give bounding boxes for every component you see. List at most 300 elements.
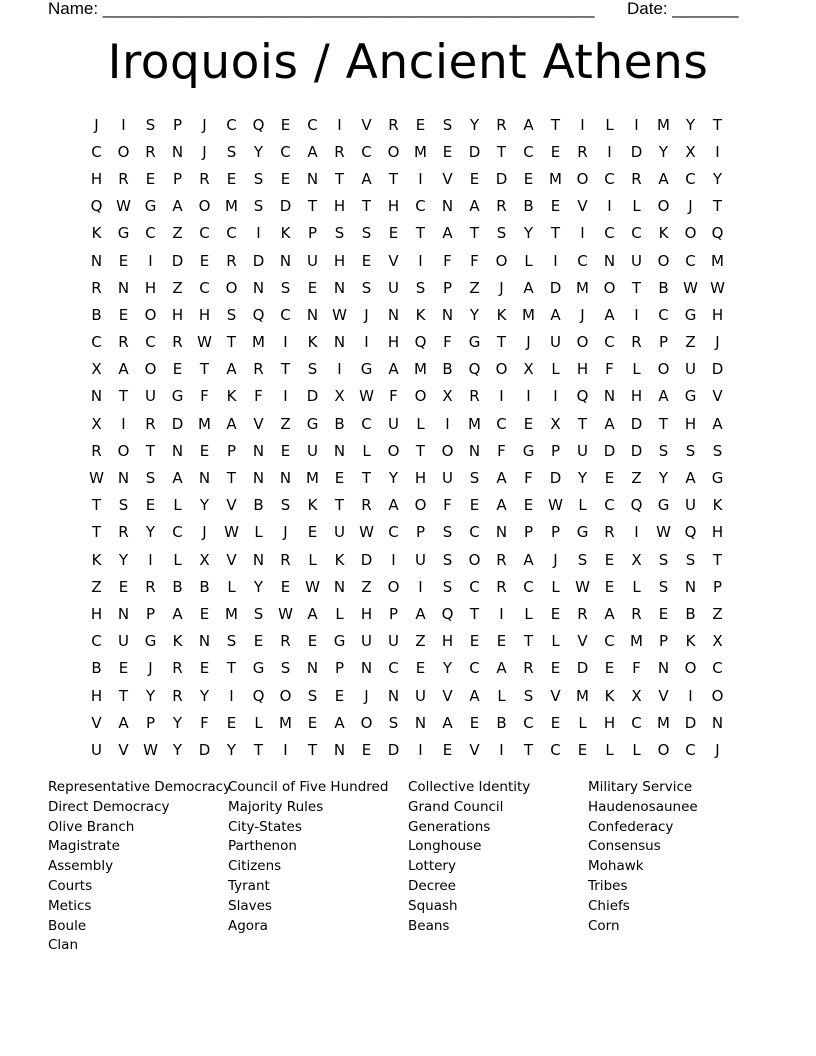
grid-letter: C: [280, 142, 291, 161]
grid-letter: M: [225, 197, 238, 216]
grid-letter: G: [711, 469, 724, 488]
grid-letter: E: [361, 740, 372, 759]
grid-letter: K: [415, 305, 426, 324]
grid-letter: W: [89, 469, 104, 488]
grid-letter: F: [200, 387, 209, 406]
grid-letter: I: [580, 224, 585, 243]
word-column: [228, 778, 408, 956]
grid-letter: B: [523, 197, 534, 216]
grid-letter: Y: [145, 523, 156, 542]
grid-letter: I: [499, 387, 504, 406]
grid-letter: R: [145, 577, 156, 596]
grid-letter: W: [143, 740, 158, 759]
grid-letter: V: [226, 550, 237, 569]
grid-row: [83, 573, 731, 600]
grid-letter: P: [145, 713, 156, 732]
grid-letter: A: [415, 604, 426, 623]
grid-letter: E: [118, 251, 129, 270]
grid-letter: V: [442, 169, 453, 188]
grid-letter: V: [550, 686, 561, 705]
grid-letter: E: [523, 496, 534, 515]
grid-letter: O: [117, 142, 130, 161]
word-list-item: Grand Council: [408, 798, 504, 815]
grid-letter: C: [496, 414, 507, 433]
grid-letter: I: [418, 169, 423, 188]
grid-letter: E: [226, 713, 237, 732]
grid-letter: N: [279, 469, 292, 488]
grid-letter: I: [121, 414, 126, 433]
grid-letter: N: [360, 659, 373, 678]
grid-row: [83, 193, 731, 220]
grid-letter: R: [280, 550, 291, 569]
grid-letter: M: [522, 305, 535, 324]
grid-letter: G: [576, 523, 589, 542]
grid-letter: O: [225, 278, 238, 297]
grid-letter: P: [712, 577, 723, 596]
grid-letter: G: [360, 360, 373, 379]
grid-letter: T: [496, 142, 507, 161]
grid-letter: V: [361, 115, 372, 134]
word-list-item: Boule: [48, 917, 87, 934]
grid-row: [83, 546, 731, 573]
grid-letter: U: [334, 523, 345, 542]
grid-letter: S: [280, 659, 291, 678]
grid-letter: Z: [172, 224, 183, 243]
grid-letter: E: [469, 632, 480, 651]
grid-letter: L: [578, 496, 587, 515]
grid-letter: K: [307, 496, 318, 515]
word-list-item: Collective Identity: [408, 779, 531, 795]
grid-letter: K: [280, 224, 291, 243]
grid-letter: D: [630, 142, 643, 161]
grid-letter: G: [522, 441, 535, 460]
grid-row: [83, 220, 731, 247]
grid-letter: Z: [361, 577, 372, 596]
grid-letter: U: [685, 360, 696, 379]
grid-letter: O: [144, 360, 157, 379]
word-column: [588, 778, 768, 956]
grid-letter: C: [145, 224, 156, 243]
grid-letter: S: [577, 550, 588, 569]
grid-letter: Y: [469, 115, 480, 134]
grid-letter: Y: [253, 577, 264, 596]
grid-letter: H: [90, 604, 103, 623]
grid-letter: A: [361, 169, 372, 188]
grid-letter: A: [469, 197, 480, 216]
grid-letter: J: [202, 115, 207, 134]
grid-letter: M: [306, 469, 319, 488]
grid-letter: R: [91, 278, 102, 297]
word-list-item: Olive Branch: [48, 818, 135, 835]
grid-letter: H: [333, 197, 346, 216]
word-list-item: Longhouse: [408, 838, 482, 855]
grid-letter: Z: [631, 469, 642, 488]
grid-letter: T: [523, 740, 534, 759]
grid-letter: Q: [468, 360, 481, 379]
grid-letter: L: [362, 441, 371, 460]
grid-letter: X: [91, 360, 102, 379]
grid-letter: T: [118, 686, 129, 705]
grid-letter: G: [684, 305, 697, 324]
word-list-item: Confederacy: [588, 818, 674, 835]
grid-row: [83, 274, 731, 301]
grid-letter: N: [252, 469, 265, 488]
grid-letter: H: [387, 333, 400, 352]
grid-letter: K: [604, 686, 615, 705]
grid-letter: O: [198, 197, 211, 216]
grid-letter: I: [283, 333, 288, 352]
grid-letter: U: [118, 632, 129, 651]
grid-letter: P: [523, 523, 534, 542]
grid-letter: B: [496, 713, 507, 732]
grid-letter: D: [387, 740, 400, 759]
grid-letter: R: [496, 577, 507, 596]
grid-letter: E: [415, 115, 426, 134]
grid-letter: S: [442, 577, 453, 596]
word-list-item: Representative Democracy: [48, 779, 232, 795]
grid-letter: Y: [469, 305, 480, 324]
grid-row: [83, 628, 731, 655]
grid-letter: W: [332, 305, 347, 324]
word-list-item: Majority Rules: [228, 798, 324, 815]
grid-letter: I: [526, 387, 531, 406]
grid-letter: R: [631, 333, 642, 352]
word-list-item: Consensus: [588, 838, 661, 855]
grid-letter: E: [307, 278, 318, 297]
grid-letter: U: [550, 333, 561, 352]
grid-letter: A: [604, 604, 615, 623]
grid-letter: A: [172, 197, 183, 216]
grid-letter: F: [497, 441, 506, 460]
grid-letter: T: [361, 197, 372, 216]
grid-letter: N: [468, 441, 481, 460]
grid-letter: T: [469, 604, 480, 623]
grid-row: [83, 301, 731, 328]
grid-letter: I: [634, 115, 639, 134]
word-list-item: Agora: [228, 917, 268, 934]
grid-letter: E: [442, 740, 453, 759]
word-list-item: Citizens: [228, 858, 282, 875]
grid-letter: D: [360, 550, 373, 569]
grid-letter: N: [279, 251, 292, 270]
grid-letter: Y: [658, 142, 669, 161]
grid-letter: U: [631, 251, 642, 270]
grid-letter: P: [658, 632, 669, 651]
grid-letter: E: [496, 632, 507, 651]
grid-letter: Y: [172, 713, 183, 732]
grid-letter: R: [496, 115, 507, 134]
grid-letter: E: [199, 659, 210, 678]
grid-letter: D: [468, 142, 481, 161]
grid-letter: S: [226, 632, 237, 651]
grid-letter: E: [469, 169, 480, 188]
grid-letter: L: [551, 360, 560, 379]
grid-letter: W: [197, 333, 212, 352]
grid-letter: V: [442, 686, 453, 705]
grid-letter: D: [549, 278, 562, 297]
grid-letter: W: [575, 577, 590, 596]
grid-letter: T: [91, 523, 102, 542]
grid-letter: E: [523, 414, 534, 433]
grid-letter: V: [712, 387, 723, 406]
grid-row: [83, 356, 731, 383]
grid-letter: R: [172, 686, 183, 705]
grid-letter: T: [334, 496, 345, 515]
grid-letter: A: [496, 469, 507, 488]
grid-letter: F: [524, 469, 533, 488]
grid-letter: Q: [630, 496, 643, 515]
grid-letter: E: [388, 224, 399, 243]
grid-letter: A: [604, 414, 615, 433]
grid-letter: J: [526, 333, 531, 352]
grid-letter: S: [361, 224, 372, 243]
grid-letter: I: [337, 115, 342, 134]
grid-letter: C: [604, 632, 615, 651]
grid-letter: Y: [118, 550, 129, 569]
grid-letter: X: [631, 686, 642, 705]
grid-letter: P: [334, 659, 345, 678]
grid-letter: J: [553, 550, 558, 569]
grid-letter: S: [442, 523, 453, 542]
grid-letter: C: [631, 713, 642, 732]
grid-letter: T: [469, 224, 480, 243]
grid-letter: H: [414, 469, 427, 488]
grid-letter: L: [632, 577, 641, 596]
grid-letter: I: [553, 251, 558, 270]
grid-letter: F: [254, 387, 263, 406]
grid-letter: A: [469, 686, 480, 705]
grid-letter: E: [577, 740, 588, 759]
grid-letter: Z: [91, 577, 102, 596]
grid-letter: C: [280, 305, 291, 324]
grid-letter: A: [604, 305, 615, 324]
grid-row: [83, 736, 731, 763]
grid-letter: Y: [253, 142, 264, 161]
word-list-item: Assembly: [48, 858, 114, 875]
word-list-item: Council of Five Hundred: [228, 779, 389, 795]
grid-letter: E: [226, 169, 237, 188]
grid-letter: E: [523, 169, 534, 188]
grid-letter: R: [361, 496, 372, 515]
grid-letter: P: [226, 441, 237, 460]
grid-letter: L: [227, 577, 236, 596]
grid-letter: C: [685, 251, 696, 270]
grid-letter: O: [414, 496, 427, 515]
grid-letter: A: [712, 414, 723, 433]
grid-letter: P: [172, 169, 183, 188]
grid-letter: L: [632, 360, 641, 379]
grid-letter: S: [415, 278, 426, 297]
grid-letter: O: [414, 387, 427, 406]
grid-letter: D: [198, 740, 211, 759]
grid-letter: I: [121, 115, 126, 134]
grid-letter: E: [145, 169, 156, 188]
grid-letter: Y: [523, 224, 534, 243]
grid-letter: L: [578, 713, 587, 732]
grid-letter: C: [604, 333, 615, 352]
grid-letter: N: [198, 632, 211, 651]
grid-letter: N: [684, 577, 697, 596]
grid-letter: N: [90, 387, 103, 406]
grid-letter: A: [523, 115, 534, 134]
grid-letter: E: [280, 577, 291, 596]
grid-letter: G: [144, 197, 157, 216]
grid-letter: O: [387, 577, 400, 596]
grid-letter: W: [305, 577, 320, 596]
grid-letter: S: [226, 142, 237, 161]
grid-letter: V: [91, 713, 102, 732]
word-list-item: Clan: [48, 937, 79, 954]
grid-row: [83, 519, 731, 546]
word-list-item: Military Service: [588, 779, 693, 795]
grid-letter: R: [631, 169, 642, 188]
grid-letter: R: [172, 659, 183, 678]
grid-letter: C: [91, 142, 102, 161]
grid-letter: S: [307, 686, 318, 705]
grid-letter: O: [441, 441, 454, 460]
grid-letter: T: [496, 333, 507, 352]
grid-letter: C: [685, 169, 696, 188]
grid-letter: E: [415, 659, 426, 678]
grid-letter: B: [685, 604, 696, 623]
grid-letter: P: [145, 604, 156, 623]
grid-letter: I: [607, 142, 612, 161]
grid-letter: G: [306, 414, 319, 433]
grid-letter: I: [499, 604, 504, 623]
grid-letter: R: [469, 387, 480, 406]
grid-letter: C: [91, 632, 102, 651]
grid-letter: Y: [658, 469, 669, 488]
grid-letter: J: [202, 523, 207, 542]
grid-letter: A: [118, 360, 129, 379]
grid-letter: T: [307, 740, 318, 759]
word-column: [408, 778, 588, 956]
grid-letter: E: [253, 632, 264, 651]
grid-letter: A: [658, 387, 669, 406]
grid-letter: K: [91, 224, 102, 243]
grid-row: [83, 329, 731, 356]
grid-letter: R: [604, 523, 615, 542]
grid-letter: L: [524, 251, 533, 270]
grid-letter: H: [684, 414, 697, 433]
word-list-item: Courts: [48, 877, 93, 894]
grid-letter: R: [199, 169, 210, 188]
grid-letter: E: [604, 550, 615, 569]
grid-letter: R: [118, 333, 129, 352]
grid-row: [83, 383, 731, 410]
grid-letter: E: [658, 604, 669, 623]
grid-letter: O: [117, 441, 130, 460]
grid-row: [83, 165, 731, 192]
grid-letter: E: [280, 441, 291, 460]
grid-letter: M: [198, 414, 211, 433]
grid-letter: U: [307, 441, 318, 460]
grid-letter: H: [198, 305, 211, 324]
grid-letter: K: [307, 333, 318, 352]
grid-letter: Z: [685, 333, 696, 352]
grid-letter: T: [226, 469, 237, 488]
grid-letter: C: [172, 523, 183, 542]
grid-letter: B: [199, 577, 210, 596]
grid-letter: N: [441, 197, 454, 216]
grid-letter: A: [172, 469, 183, 488]
grid-letter: I: [580, 115, 585, 134]
grid-letter: E: [172, 360, 183, 379]
grid-letter: B: [442, 360, 453, 379]
word-list-item: Squash: [408, 897, 458, 914]
grid-letter: X: [523, 360, 534, 379]
grid-letter: I: [499, 740, 504, 759]
grid-letter: M: [576, 686, 589, 705]
grid-letter: A: [550, 305, 561, 324]
grid-letter: H: [630, 387, 643, 406]
grid-letter: H: [603, 713, 616, 732]
grid-letter: O: [279, 686, 292, 705]
grid-letter: X: [550, 414, 561, 433]
grid-letter: E: [604, 659, 615, 678]
grid-letter: C: [604, 224, 615, 243]
grid-letter: H: [711, 305, 724, 324]
grid-letter: W: [359, 523, 374, 542]
grid-letter: N: [306, 305, 319, 324]
grid-letter: N: [495, 523, 508, 542]
grid-letter: N: [306, 659, 319, 678]
grid-letter: S: [307, 360, 318, 379]
grid-letter: N: [117, 469, 130, 488]
grid-letter: T: [415, 441, 426, 460]
grid-letter: P: [172, 115, 183, 134]
word-list-item: Direct Democracy: [48, 798, 170, 815]
grid-letter: N: [252, 441, 265, 460]
grid-letter: X: [199, 550, 210, 569]
grid-row: [83, 247, 731, 274]
grid-letter: Q: [252, 305, 265, 324]
grid-letter: D: [549, 469, 562, 488]
grid-letter: O: [684, 659, 697, 678]
grid-letter: Y: [226, 740, 237, 759]
grid-letter: C: [469, 523, 480, 542]
grid-letter: Q: [90, 197, 103, 216]
grid-letter: I: [688, 686, 693, 705]
grid-letter: C: [91, 333, 102, 352]
grid-letter: I: [607, 197, 612, 216]
page-title: Iroquois / Ancient Athens: [107, 35, 709, 90]
grid-letter: Y: [712, 169, 723, 188]
grid-letter: R: [523, 659, 534, 678]
grid-letter: A: [496, 496, 507, 515]
grid-letter: S: [253, 169, 264, 188]
grid-letter: I: [364, 333, 369, 352]
grid-letter: S: [118, 496, 129, 515]
grid-letter: N: [603, 251, 616, 270]
grid-letter: P: [658, 333, 669, 352]
grid-letter: H: [711, 523, 724, 542]
grid-letter: X: [334, 387, 345, 406]
grid-letter: M: [225, 604, 238, 623]
grid-letter: A: [658, 169, 669, 188]
grid-letter: S: [496, 224, 507, 243]
grid-letter: H: [360, 604, 373, 623]
grid-row: [83, 600, 731, 627]
grid-letter: G: [657, 496, 670, 515]
grid-letter: J: [94, 115, 99, 134]
grid-letter: T: [361, 469, 372, 488]
grid-letter: T: [712, 550, 723, 569]
grid-letter: R: [334, 142, 345, 161]
grid-letter: S: [469, 469, 480, 488]
grid-letter: G: [144, 632, 157, 651]
grid-letter: R: [496, 197, 507, 216]
